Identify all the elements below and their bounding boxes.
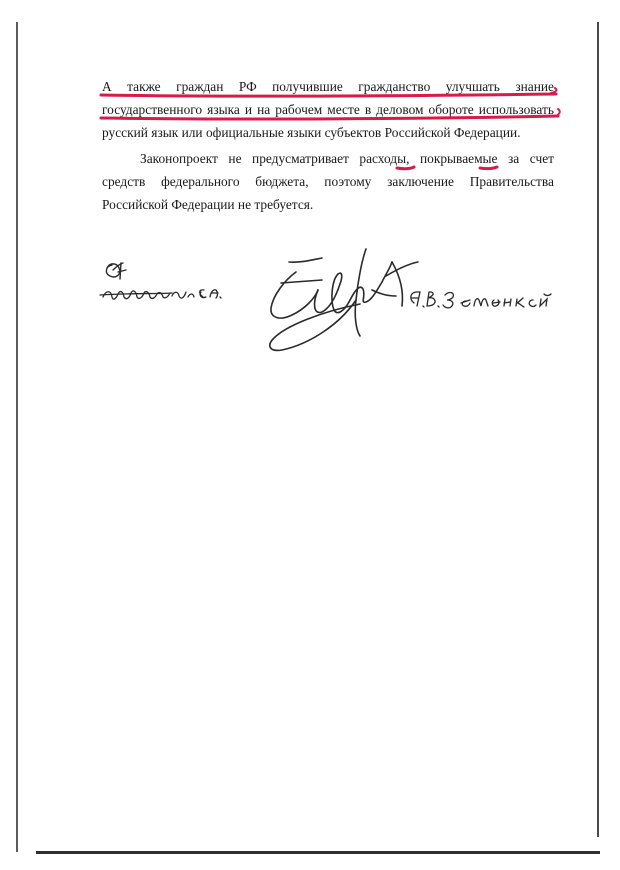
paragraph-2-line-2: средств федерального бюджета, поэтому заключение Правительства xyxy=(102,174,554,189)
paragraph-1 xyxy=(102,75,554,144)
scan-edge-bottom xyxy=(36,851,600,854)
left-initials-mark xyxy=(106,263,126,279)
paragraph-1-line-2: государственного языка и на рабочем месте в деловом обороте использовать xyxy=(102,102,554,117)
scan-edge-right xyxy=(597,22,599,837)
paragraph-1-line-3: русский язык или официальные языки субъектов Российской Федерации. xyxy=(102,125,521,140)
right-handwritten-name xyxy=(411,292,551,308)
scan-edge-left xyxy=(16,22,18,852)
paragraph-2-line-1: Законопроект не предусматривает расходы, покрываемые за счет xyxy=(140,151,554,166)
paragraph-2 xyxy=(102,147,554,216)
main-signature xyxy=(270,249,418,350)
paragraph-2-line-3: Российской Федерации не требуется. xyxy=(102,197,314,212)
paragraph-1-line-1: А также граждан РФ получившие гражданство улучшать знание xyxy=(102,79,554,94)
red-underline-2-hook xyxy=(556,109,560,116)
left-handwritten-name xyxy=(100,290,221,299)
